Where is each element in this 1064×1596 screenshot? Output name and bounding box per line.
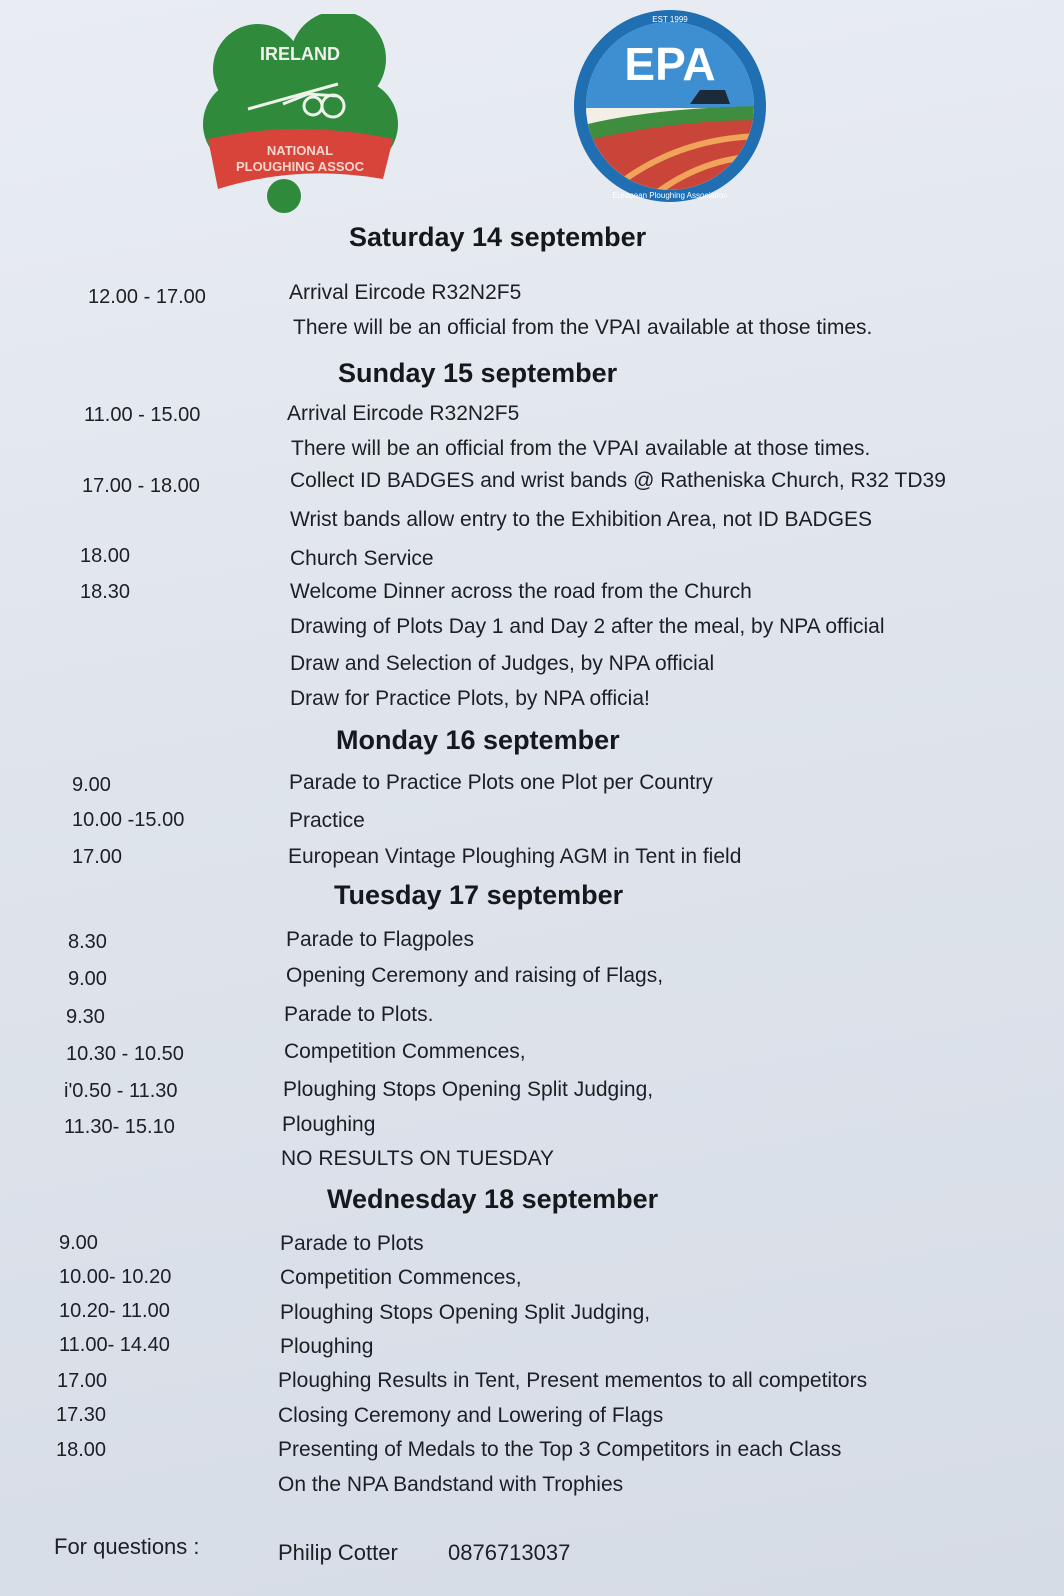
npa-shamrock-logo bbox=[188, 14, 418, 214]
row-desc: Practice bbox=[289, 809, 365, 832]
contact-phone: 0876713037 bbox=[448, 1540, 571, 1565]
row-time: 10.00- 10.20 bbox=[59, 1266, 172, 1288]
day-heading: Tuesday 17 september bbox=[334, 880, 624, 910]
row-desc: Opening Ceremony and raising of Flags, bbox=[286, 964, 664, 987]
row-desc: Collect ID BADGES and wrist bands @ Ratheniska Church, R32 TD39 bbox=[290, 469, 946, 492]
row-desc: Closing Ceremony and Lowering of Flags bbox=[278, 1404, 664, 1427]
row-time: 17.00 - 18.00 bbox=[82, 475, 200, 497]
row-desc: Ploughing bbox=[280, 1335, 374, 1358]
row-time: 10.20- 11.00 bbox=[59, 1300, 170, 1322]
row-desc: Drawing of Plots Day 1 and Day 2 after the meal, by NPA official bbox=[290, 615, 885, 638]
epa-logo-title: EPA bbox=[624, 38, 716, 90]
day-heading: Wednesday 18 september bbox=[327, 1184, 659, 1214]
row-time: 11.00 - 15.00 bbox=[84, 404, 201, 426]
row-time: 17.00 bbox=[57, 1370, 108, 1392]
row-desc: Parade to Flagpoles bbox=[286, 928, 474, 951]
npa-logo-banner-2: PLOUGHING ASSOC bbox=[235, 159, 365, 174]
npa-logo-banner-1: NATIONAL bbox=[266, 143, 334, 158]
row-time: 10.00 -15.00 bbox=[72, 809, 185, 831]
row-desc: Parade to Plots bbox=[280, 1232, 424, 1255]
row-time: 18.00 bbox=[56, 1439, 107, 1461]
row-desc: Church Service bbox=[290, 547, 434, 570]
row-desc: Ploughing Results in Tent, Present mementos to all competitors bbox=[278, 1369, 868, 1392]
footer-label: For questions : bbox=[54, 1534, 200, 1559]
row-desc: Ploughing Stops Opening Split Judging, bbox=[280, 1301, 651, 1324]
row-desc: Parade to Plots. bbox=[284, 1003, 434, 1026]
row-desc: Draw and Selection of Judges, by NPA official bbox=[290, 652, 715, 675]
row-time: 11.30- 15.10 bbox=[64, 1116, 175, 1138]
row-time: i'0.50 - 11.30 bbox=[64, 1080, 178, 1102]
row-desc: European Vintage Ploughing AGM in Tent in field bbox=[288, 845, 742, 868]
row-time: 9.00 bbox=[68, 968, 107, 990]
epa-round-logo bbox=[560, 8, 780, 208]
row-time: 17.30 bbox=[56, 1404, 107, 1426]
row-desc: There will be an official from the VPAI available at those times. bbox=[293, 316, 873, 339]
row-desc: Wrist bands allow entry to the Exhibition Area, not ID BADGES bbox=[290, 508, 873, 531]
row-desc: Presenting of Medals to the Top 3 Competitors in each Class bbox=[278, 1438, 842, 1461]
epa-logo-ring-bottom: European Ploughing Association bbox=[612, 191, 728, 200]
row-time: 9.30 bbox=[66, 1006, 105, 1028]
day-heading: Monday 16 september bbox=[336, 725, 620, 755]
epa-logo-ring-top: EST 1999 bbox=[652, 15, 688, 24]
row-desc: Arrival Eircode R32N2F5 bbox=[287, 402, 520, 425]
row-desc: Arrival Eircode R32N2F5 bbox=[289, 281, 522, 304]
row-time: 9.00 bbox=[59, 1232, 98, 1254]
row-time: 12.00 - 17.00 bbox=[88, 286, 206, 308]
row-time: 18.30 bbox=[80, 581, 131, 603]
row-desc: Ploughing bbox=[282, 1113, 376, 1136]
row-time: 9.00 bbox=[72, 774, 111, 796]
day-heading: Saturday 14 september bbox=[349, 222, 647, 252]
row-desc: Ploughing Stops Opening Split Judging, bbox=[283, 1078, 654, 1101]
row-desc: Draw for Practice Plots, by NPA officia! bbox=[290, 687, 650, 710]
npa-logo-title: IRELAND bbox=[260, 44, 340, 64]
row-time: 11.00- 14.40 bbox=[59, 1334, 170, 1356]
contact-name: Philip Cotter bbox=[278, 1540, 398, 1565]
row-desc: There will be an official from the VPAI available at those times. bbox=[291, 437, 871, 460]
row-desc: Competition Commences, bbox=[284, 1040, 526, 1063]
row-desc: On the NPA Bandstand with Trophies bbox=[278, 1473, 624, 1496]
row-time: 18.00 bbox=[80, 545, 131, 567]
row-desc: NO RESULTS ON TUESDAY bbox=[281, 1147, 555, 1170]
day-heading: Sunday 15 september bbox=[338, 358, 618, 388]
row-desc: Welcome Dinner across the road from the Church bbox=[290, 580, 752, 603]
row-time: 17.00 bbox=[72, 846, 123, 868]
row-desc: Competition Commences, bbox=[280, 1266, 522, 1289]
row-time: 10.30 - 10.50 bbox=[66, 1043, 184, 1065]
row-time: 8.30 bbox=[68, 931, 107, 953]
logo-header bbox=[0, 8, 1064, 208]
row-desc: Parade to Practice Plots one Plot per Country bbox=[289, 771, 713, 794]
